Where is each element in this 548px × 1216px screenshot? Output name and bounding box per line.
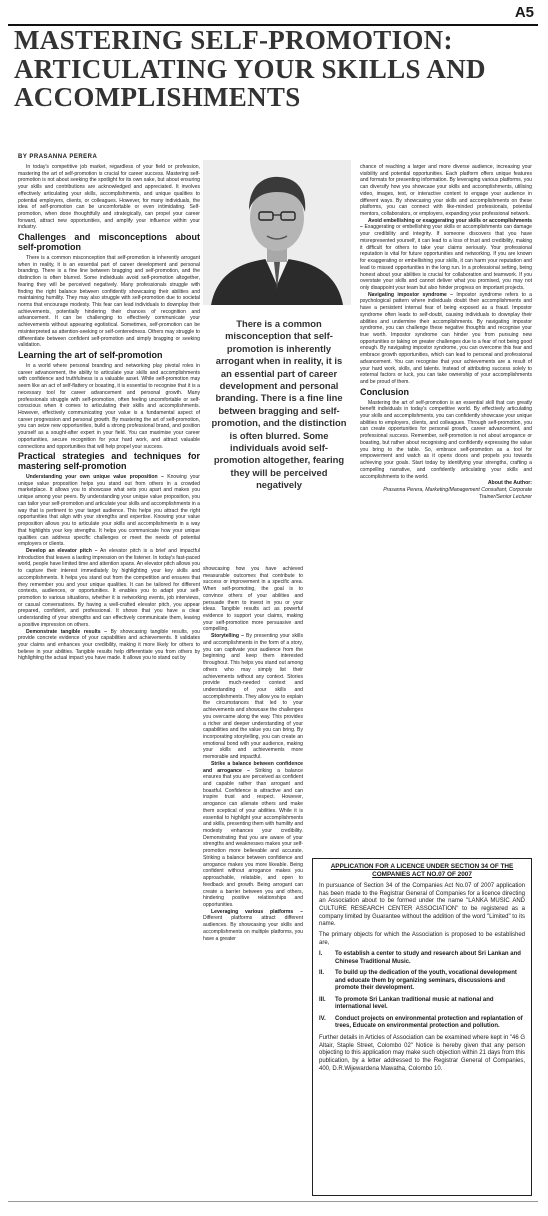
objects-list xyxy=(319,951,525,1031)
paragraph xyxy=(18,629,200,663)
article-column-1 xyxy=(18,164,200,1200)
article-column-3 xyxy=(360,164,532,854)
article-column-2 xyxy=(203,566,303,1200)
list-item xyxy=(319,1016,525,1031)
notice-objects-intro: The primary objects for which the Association is proposed to be established are, xyxy=(319,932,525,946)
paragraph xyxy=(203,909,303,943)
paragraph-text: Knowing your unique value proposition helps you stand out from others in a crowded marketplace. It allows you to showcase what sets you apart and makes you unique among your peers. By understanding your unique value proposition, you can tailor your self-promotion and articulate your skills and accomplishments in a way that is pertinent to your target audience. This helps you attract the right opportunities that align with your strengths and expertise. Knowing your value proposition allows you to articulate your skills and accomplishments in a way that highlights your key strengths. It helps you communicate how your unique qualities can address specific challenges or meet the needs of potential employers or clients. xyxy=(18,474,200,548)
paragraph xyxy=(18,548,200,629)
paragraph xyxy=(360,292,532,386)
paragraph: In a world where personal branding and networking play pivotal roles in career advancement, the ability to articulate your skills and accomplishments with confidence and truthfulness is a valuable asset. While self-promotion may seem like an act of self-flattery or boasting, it is essential to recognise that it is a necessary tool for career advancement and personal growth. Many professionals struggle with self-promotion, often feeling uncomfortable or self-conscious when it comes to articulating their skills and accomplishments. However, effectively communicating your value is a fundamental aspect of career progression and personal growth. By mastering the art of self-promotion, you can seize new opportunities, build a strong professional brand, and position yourself as a sought-after expert in your field. You can maximise your career opportunities, secure recognition for your hard work, and attract valuable connections and opportunities that will help propel your success. xyxy=(18,362,200,450)
author-heading: About the Author: xyxy=(487,480,532,487)
paragraph: Mastering the art of self-promotion is an essential skill that can greatly benefit individuals in today's competitive world. By effectively articulating your skills and accomplishments, you can confidently showcase your unique abilities to employers, clients, and colleagues. Through self-promotion, you can create opportunities for personal growth, career advancement, and professional success. Remember, self-promotion is not about arrogance or boasting, but rather about recognising and confidently expressing the value you bring to the table. So, embrace self-promotion as a tool for empowerment and watch as it opens doors and propels you towards achieving your goals. Start today by identifying your strengths, crafting a compelling narrative, and confidently articulating your skills and accomplishments to the world. xyxy=(360,399,532,480)
author-photo xyxy=(203,160,351,305)
paragraph: chance of reaching a larger and more diverse audience, increasing your visibility and potential opportunities. Each platform offers unique features and formats for presenting information. By leveraging various platforms, you can diversify how you showcase your skills and accomplishments, utilising video, images, text, or interactive content to engage your audience in different ways. By showcasing your skills and accomplishments on these platforms, you can connect with like-minded professionals, potential mentors, collaborators, or employers, expanding your professional network. xyxy=(360,164,532,218)
paragraph-text: By showcasing tangible results, you provide concrete evidence of your capabilities and achievements. It validates your claims and enhances your credibility, making it more likely for others to believe in your abilities. Tangible results help differentiate you from others by highlighting the actual impact you have made. It allows you to stand out by xyxy=(18,628,200,662)
paragraph-text: An elevator pitch is a brief and impactful introduction that leaves a lasting impression on the listener. In today's fast-paced world, people have limited time and attention spans. An elevator pitch allows you to capture their interest immediately by highlighting your key skills and accomplishments. It helps you stand out from the competition and ensures that they remember you and your unique qualities. It can be tailored for different contexts, audiences, or opportunities. It enables you to adapt your self-promotion to various situations, whether it is networking events, job interviews, or casual conversations. By having a well-crafted elevator pitch, you appear prepared, confident, and professional. It shows that you have a clear understanding of your strengths and can effectively communicate them, leaving a positive impression on others. xyxy=(18,547,200,628)
lead-in: Navigating impostor syndrome – xyxy=(368,291,454,298)
list-number: III. xyxy=(319,996,326,1003)
list-number: I. xyxy=(319,951,323,958)
lead-in: Avoid embellishing or exaggerating your skills or accomplishments – xyxy=(360,217,532,231)
page-number: A5 xyxy=(514,4,534,21)
list-item xyxy=(319,951,525,966)
paragraph-text: Exaggerating or embellishing your skills or accomplishments can damage your credibility and integrity. If someone discovers that you have misrepresented yourself, it can lead to a loss of trust and credibility, making it difficult for others to take your claims seriously. Your professional reputation is vital for future opportunities and networking. If you are known for exaggerating or embellishing your skills, it can harm your reputation and lead to missed opportunities in the long run. In a professional setting, being honest about your abilities is crucial for collaboration and teamwork. If you overstate your skills and cannot deliver what you promised, you may not only disappoint your team but also hinder progress on important projects. xyxy=(360,224,532,291)
paragraph-text: Different platforms attract different audiences. By showcasing your skills and accomplishments on multiple platforms, you have a greater xyxy=(203,915,303,942)
paragraph: showcasing how you have achieved measurable outcomes that contribute to success or improvement in a specific area. When self-promoting, the goal is to convince others of your abilities and persuade them to invest in you or your ideas. Tangible results act as powerful evidence to support your claims, making your self-promotion more persuasive and compelling. xyxy=(203,566,303,633)
list-text: To build up the dedication of the youth, vocational development and educate them by organizing seminars, discussions and promote their development. xyxy=(335,970,517,992)
lead-in: Develop an elevator pitch – xyxy=(26,547,98,554)
author-bio: Prasanna Perera, Marketing/Management Consultant, Corporate Trainer/Senior Lecturer xyxy=(383,486,532,500)
lead-in: Storytelling – xyxy=(211,633,244,640)
paragraph-text: Striking a balance ensures that you are perceived as confident and capable rather than arrogant and boastful. Confidence is attractive and can inspire trust and respect. However, arrogance can alienate others and make them sceptical of your abilities. While it is essential to highlight your accomplishments and skills, presenting them with humility and modesty enhances your credibility. Demonstrating that you are aware of your strengths and weaknesses makes your self-promotion more believable and accurate. Striking a balance between confidence and arrogance makes you more likeable. Being confident without arrogance makes you approachable, relatable, and open to feedback and growth. Being arrogant can create a barrier between you and others, hindering positive relationships and opportunities. xyxy=(203,767,303,908)
list-item xyxy=(319,970,525,993)
list-text: To promote Sri Lankan traditional music at national and international level. xyxy=(335,996,494,1011)
paragraph xyxy=(18,474,200,548)
notice-footer: Further details in Articles of Association can be examined where kept in "46 G Altair, Staple Street, Colombo 02" Notice is hereby given that any person objecting to this application may make such objection within 21 days from this publication, by a letter addressed to the Registrar General of Companies, 400, D.R.Wijewardena Mawatha, Colombo 10. xyxy=(319,1034,525,1072)
list-text: Conduct projects on environmental protection and replantation of trees, Educate on environmental protection and pollution. xyxy=(335,1015,523,1030)
pull-quote: There is a common misconception that self-promotion is inherently arrogant when in reality, it is an essential part of career development and personal branding. There is a fine line between bragging and self-promotion, and the distinction is often blurred. Some individuals avoid self-promotion altogether, fearing they will be perceived negatively xyxy=(211,318,347,491)
notice-intro: In pursuance of Section 34 of the Companies Act No.07 of 2007 application has been made to the Registrar General of Companies for a licence directing an Association about to be formed under the name "LANKA MUSIC AND CULTURE RESEARCH CENTER ASSOCIATION" to be registered as a company limited by Guarantee without the addition of the word "Limited" to its name. xyxy=(319,883,525,928)
lead-in: Demonstrate tangible results – xyxy=(26,628,107,635)
lead-in: Strike a balance between confidence and arrogance – xyxy=(203,760,303,774)
paragraph-text: Impostor syndrome refers to a psychological pattern where individuals doubt their accomplishments and have a persistent internal fear of being exposed as a fraud. Impostor syndrome often leads to self-doubt, causing individuals to downplay their abilities and undermine their accomplishments. By navigating impostor syndrome, you can challenge these negative thoughts and recognise your true worth. Impostor syndrome can hinder you from pursuing new opportunities or taking on greater challenges due to a fear of not being good enough. By navigating impostor syndrome, you can overcome this fear and embrace growth opportunities, which can lead to personal and professional advancement. You can recognise that your achievements are a result of your hard work, skills, and talents. Instead of attributing success solely to external factors or luck, you can take ownership of your accomplishments and be proud of them. xyxy=(360,291,532,385)
bottom-rule xyxy=(8,1201,538,1202)
paragraph xyxy=(203,761,303,909)
lead-in: Understanding your own unique value proposition – xyxy=(26,474,164,481)
paragraph xyxy=(360,218,532,292)
notice-title: APPLICATION FOR A LICENCE UNDER SECTION 34 OF THE COMPANIES ACT NO.07 OF 2007 xyxy=(330,863,514,878)
paragraph xyxy=(203,633,303,761)
author-info xyxy=(360,480,532,500)
list-item xyxy=(319,997,525,1012)
paragraph: There is a common misconception that self-promotion is inherently arrogant when in reality, it is an essential part of career development and personal branding. There is a fine line between bragging and self-promotion, and the distinction is often blurred. Some individuals avoid self-promotion altogether, fearing they will be perceived negatively. Many professionals struggle with finding the right balance between confidently showcasing their abilities and maintaining humility. They may also struggle with self-promotion due to societal norms that encourage modesty. This fear can lead individuals to downplay their achievements, potentially hindering their chances of recognition and advancement. It can be challenging to effectively communicate your achievements without appearing egotistical. Sometimes, self-promotion can be misinterpreted as attention-seeking or self-centeredness. Others may struggle to differentiate between confident self-promotion and simply bragging or seeking validation. xyxy=(18,254,200,349)
subheading: Conclusion xyxy=(360,386,409,397)
subheading: Learning the art of self-promotion xyxy=(18,350,163,361)
author-portrait-icon xyxy=(203,160,351,305)
subheading: Practical strategies and techniques for mastering self-promotion xyxy=(18,451,200,472)
byline: BY PRASANNA PERERA xyxy=(18,154,98,160)
headline: MASTERING SELF-PROMOTION: ARTICULATING YOUR SKILLS AND ACCOMPLISHMENTS xyxy=(14,25,486,113)
legal-notice xyxy=(312,858,532,1196)
paragraph: In today's competitive job market, regardless of your field or profession, mastering the art of self-promotion is crucial for career success. Mastering self-promotion is not about seeking the spotlight for its own sake, but about ensuring your skills and contributions are acknowledged and appreciated. It involves effectively articulating your skills, accomplishments, and unique qualities to potential employers, clients, or colleagues. However, for many individuals, the idea of self-promotion can be uncomfortable or even intimidating. Self-promotion, when done thoughtfully and strategically, can propel your career forward, attract new opportunities, and amplify your influence within your industry. xyxy=(18,164,200,231)
list-number: IV. xyxy=(319,1015,326,1022)
paragraph-text: By presenting your skills and accomplishments in the form of a story, you can captivate your audience from the beginning and keep them interested throughout. This helps you stand out among others who may simply list their achievements without any context. Stories provide much-needed context and understanding of your skills and accomplishments. They allow you to explain the circumstances that led to your achievements and showcase the challenges you overcame along the way. This provides a richer and deeper understanding of your capabilities and the value you can bring. By incorporating storytelling, you can create an emotional bond with your audience, making your skills and achievements more memorable and impactful. xyxy=(203,633,303,761)
list-number: II. xyxy=(319,970,325,977)
list-text: To establish a center to study and research about Sri Lankan and Chinese Traditional Music. xyxy=(335,951,521,965)
subheading: Challenges and misconceptions about self-promotion xyxy=(18,232,200,253)
lead-in: Leveraging various platforms – xyxy=(211,908,303,915)
